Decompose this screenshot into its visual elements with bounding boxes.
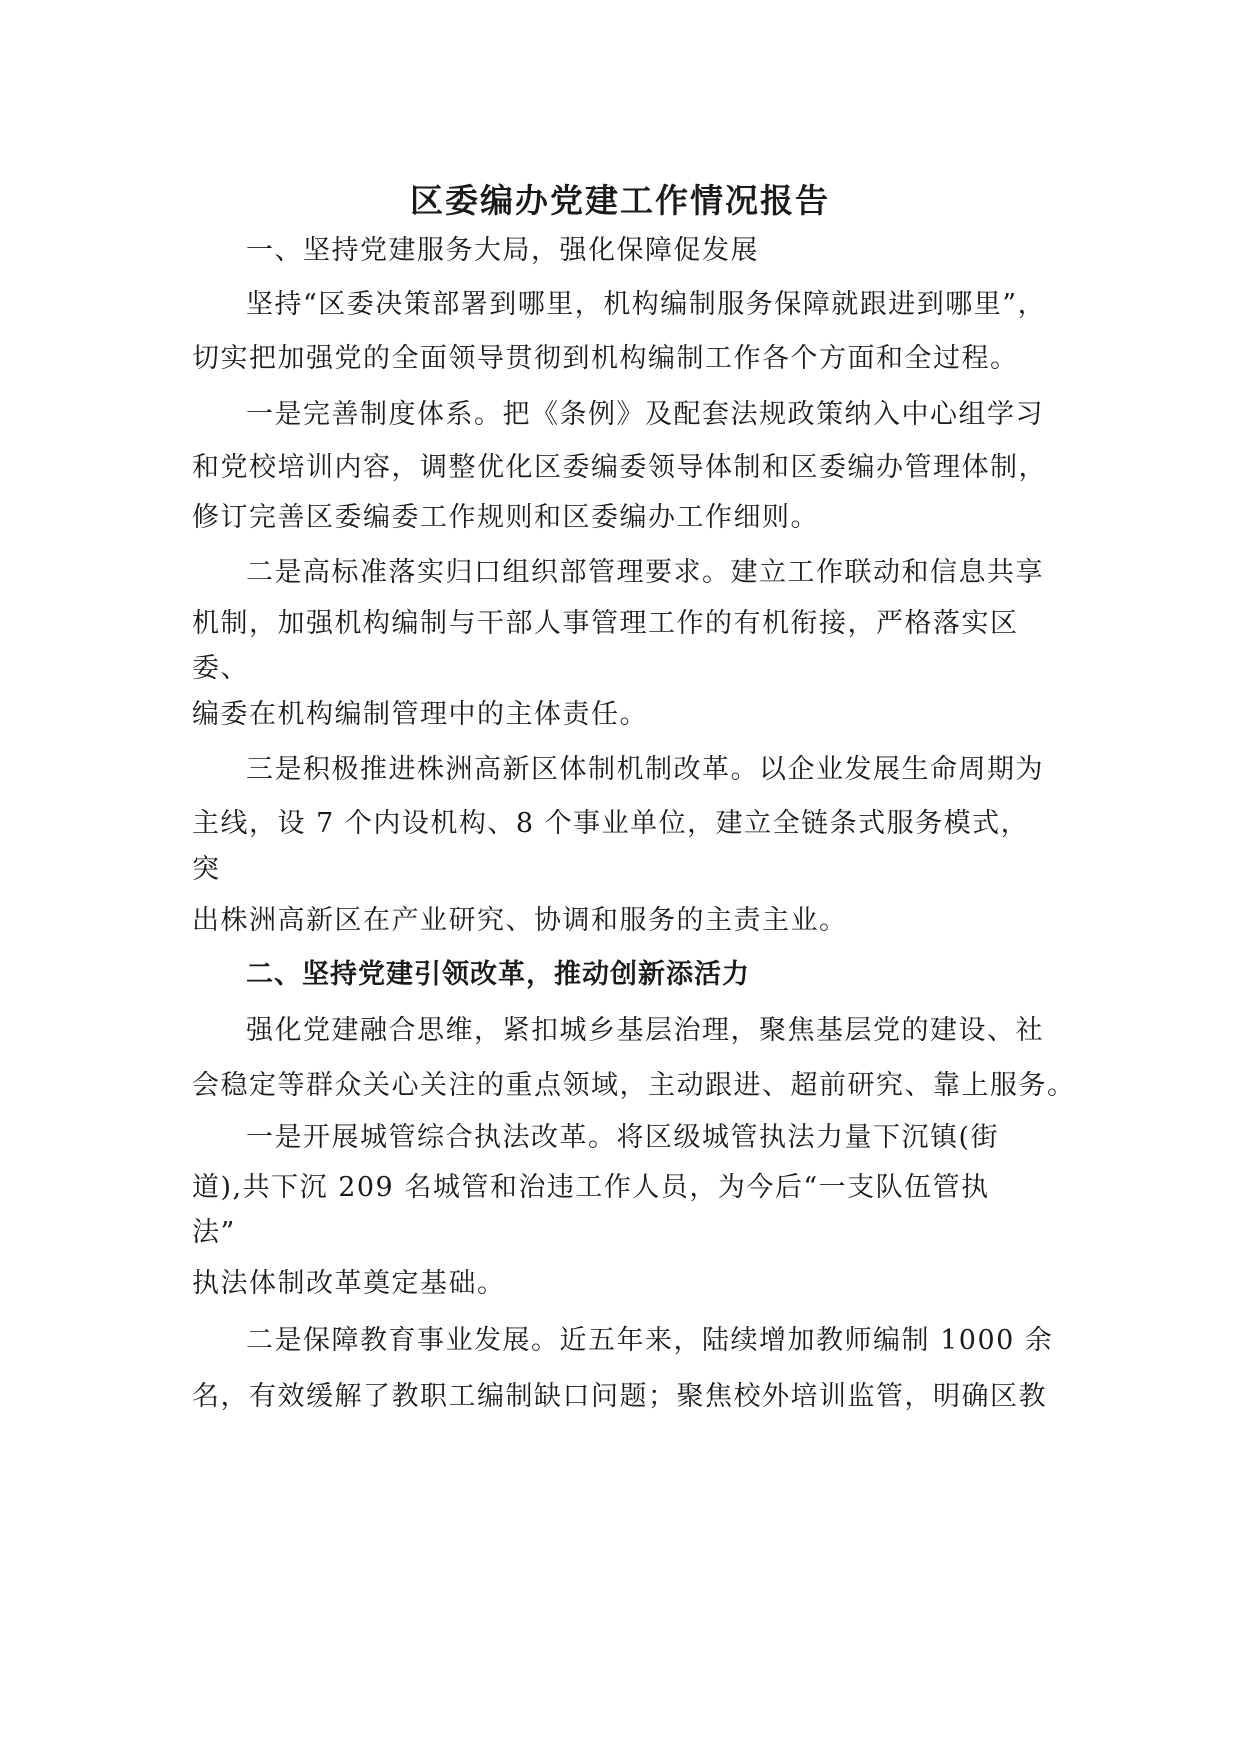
paragraph-line: 坚持“区委决策部署到哪里，机构编制服务保障就跟进到哪里”，	[246, 289, 1047, 320]
section-heading-2: 二、坚持党建引领改革，推动创新添活力	[246, 959, 750, 990]
paragraph-line: 切实把加强党的全面领导贯彻到机构编制工作各个方面和全过程。	[192, 343, 1019, 374]
paragraph-line: 主线，设 7 个内设机构、8 个事业单位，建立全链条式服务模式，	[192, 808, 1030, 839]
paragraph-line: 编委在机构编制管理中的主体责任。	[192, 699, 648, 730]
paragraph-line: 会稳定等群众关心关注的重点领域，主动跟进、超前研究、靠上服务。	[192, 1070, 1076, 1101]
paragraph-line: 机制，加强机构编制与干部人事管理工作的有机衔接，严格落实区	[192, 608, 1019, 639]
section-heading-1: 一、坚持党建服务大局，强化保障促发展	[246, 235, 759, 266]
paragraph-line: 二是高标准落实归口组织部管理要求。建立工作联动和信息共享	[246, 557, 1044, 588]
paragraph-line: 出株洲高新区在产业研究、协调和服务的主责主业。	[192, 905, 848, 936]
paragraph-line: 和党校培训内容，调整优化区委编委领导体制和区委编办管理体制，	[192, 452, 1047, 483]
document-title: 区委编办党建工作情况报告	[410, 181, 830, 220]
paragraph-line: 突	[192, 854, 221, 885]
paragraph-line: 强化党建融合思维，紧扣城乡基层治理，聚焦基层党的建设、社	[246, 1015, 1044, 1046]
paragraph-line: 三是积极推进株洲高新区体制机制改革。以企业发展生命周期为	[246, 754, 1044, 785]
paragraph-line: 执法体制改革奠定基础。	[192, 1268, 506, 1299]
paragraph-line: 名，有效缓解了教职工编制缺口问题；聚焦校外培训监管，明确区教	[192, 1381, 1047, 1412]
paragraph-line: 一是完善制度体系。把《条例》及配套法规政策纳入中心组学习	[246, 399, 1044, 430]
paragraph-line: 一是开展城管综合执法改革。将区级城管执法力量下沉镇(街	[246, 1122, 1000, 1153]
paragraph-line: 委、	[192, 653, 249, 684]
paragraph-line: 修订完善区委编委工作规则和区委编办工作细则。	[192, 502, 819, 533]
paragraph-line: 法”	[192, 1217, 236, 1248]
paragraph-line: 二是保障教育事业发展。近五年来，陆续增加教师编制 1000 余	[246, 1325, 1054, 1356]
paragraph-line: 道),共下沉 209 名城管和治违工作人员，为今后“一支队伍管执	[192, 1172, 990, 1203]
